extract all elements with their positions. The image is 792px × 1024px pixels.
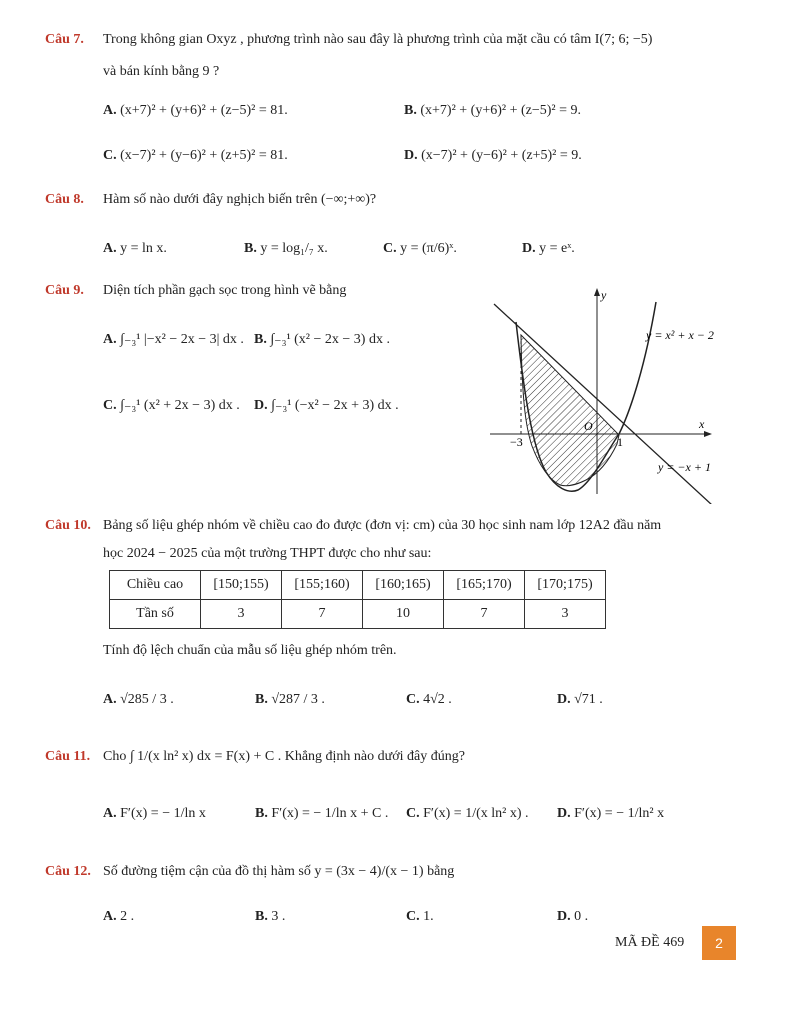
table-cell: [160;165)	[363, 571, 444, 600]
option-text: F′(x) = − 1/ln x + C .	[271, 806, 389, 821]
tick-minus3-label: −3	[510, 435, 523, 449]
option-text: (x−7)² + (y−6)² + (z+5)² = 81.	[120, 148, 288, 163]
option-label: D.	[557, 909, 571, 924]
table-cell: 7	[444, 600, 525, 629]
q10-text-line2: học 2024 − 2025 của một trường THPT được cho như sau:	[103, 546, 432, 561]
q7-text-line1: Trong không gian Oxyz , phương trình nào sau đây là phương trình của mặt cầu có tâm I(7; 6; −5)	[103, 32, 653, 47]
page-number: 2	[702, 926, 736, 960]
q9-option-c[interactable]	[103, 397, 240, 414]
option-label: C.	[406, 806, 420, 821]
option-text: ∫₋₃¹ (−x² − 2x + 3) dx .	[271, 398, 399, 413]
table-row	[110, 600, 606, 629]
option-text: 4√2 .	[423, 692, 452, 707]
option-text: F′(x) = − 1/ln x	[120, 806, 206, 821]
option-text: (x+7)² + (y+6)² + (z−5)² = 9.	[420, 103, 581, 118]
option-text: √285 / 3 .	[120, 692, 174, 707]
q10-text-line1: Bảng số liệu ghép nhóm về chiều cao đo được (đơn vị: cm) của 30 học sinh nam lớp 12A2 đầu năm	[103, 518, 662, 533]
option-text: ∫₋₃¹ |−x² − 2x − 3| dx .	[120, 332, 244, 347]
q11-option-a[interactable]	[103, 806, 206, 822]
tick-1-label: 1	[617, 435, 623, 449]
q11-option-d[interactable]	[557, 806, 664, 822]
q11-option-c[interactable]	[406, 806, 529, 822]
q9-label: Câu 9.	[45, 283, 84, 298]
option-label: A.	[103, 241, 117, 256]
option-label: B.	[244, 241, 257, 256]
q12-label: Câu 12.	[45, 864, 91, 879]
q10-question: Tính độ lệch chuẩn của mẫu số liệu ghép nhóm trên.	[103, 643, 397, 658]
option-label: D.	[522, 241, 536, 256]
option-label: B.	[255, 909, 268, 924]
q9-graph	[480, 282, 750, 504]
q11-option-b[interactable]	[255, 806, 388, 822]
table-cell: Tần số	[110, 600, 201, 629]
q8-option-c[interactable]	[383, 241, 457, 257]
option-label: D.	[404, 148, 418, 163]
q11-label: Câu 11.	[45, 749, 91, 764]
option-label: B.	[254, 332, 267, 347]
option-label: B.	[255, 806, 268, 821]
option-text: √71 .	[574, 692, 603, 707]
y-axis-arrow	[594, 288, 600, 296]
table-row	[110, 571, 606, 600]
table-cell: 3	[201, 600, 282, 629]
table-cell: 7	[282, 600, 363, 629]
q8-option-a[interactable]	[103, 241, 167, 257]
q9-option-d[interactable]	[254, 397, 399, 414]
option-label: B.	[404, 103, 417, 118]
q7-text-line2: và bán kính bằng 9 ?	[103, 64, 220, 79]
option-text: ∫₋₃¹ (x² + 2x − 3) dx .	[120, 398, 240, 413]
q7-option-c[interactable]	[103, 148, 288, 164]
q10-label: Câu 10.	[45, 518, 91, 533]
option-label: C.	[406, 909, 420, 924]
q8-text: Hàm số nào dưới đây nghịch biến trên (−∞;+∞)?	[103, 192, 377, 207]
option-text: (x−7)² + (y−6)² + (z+5)² = 9.	[421, 148, 582, 163]
option-text: 2 .	[120, 909, 135, 924]
x-axis-arrow	[704, 431, 712, 437]
table-cell: 10	[363, 600, 444, 629]
option-text: y = eˣ.	[539, 241, 575, 256]
option-label: A.	[103, 806, 117, 821]
option-label: C.	[103, 148, 117, 163]
origin-label: O	[584, 419, 593, 433]
q12-option-c[interactable]	[406, 909, 434, 925]
q8-option-d[interactable]	[522, 241, 575, 257]
q12-text: Số đường tiệm cận của đồ thị hàm số y = (3x − 4)/(x − 1) bằng	[103, 864, 455, 879]
q7-option-d[interactable]	[404, 148, 582, 164]
parabola-label: y = x² + x − 2	[646, 328, 714, 342]
q10-option-b[interactable]	[255, 692, 325, 708]
option-text: y = ln x.	[120, 241, 167, 256]
table-cell: [170;175)	[525, 571, 606, 600]
option-label: C.	[383, 241, 397, 256]
option-text: y = (π/6)ˣ.	[400, 241, 457, 256]
option-text: (x+7)² + (y+6)² + (z−5)² = 81.	[120, 103, 288, 118]
option-text: F′(x) = 1/(x ln² x) .	[423, 806, 529, 821]
option-text: √287 / 3 .	[271, 692, 325, 707]
q7-option-a[interactable]	[103, 103, 288, 119]
option-label: C.	[406, 692, 420, 707]
q11-text: Cho ∫ 1/(x ln² x) dx = F(x) + C . Khẳng định nào dưới đây đúng?	[103, 749, 465, 764]
y-axis-label: y	[601, 288, 607, 302]
q8-label: Câu 8.	[45, 192, 84, 207]
q10-option-a[interactable]	[103, 692, 174, 708]
option-label: B.	[255, 692, 268, 707]
option-text: 3 .	[271, 909, 286, 924]
q9-option-a[interactable]	[103, 331, 244, 348]
option-text: 1.	[423, 909, 434, 924]
option-label: D.	[557, 692, 571, 707]
line-label: y = −x + 1	[658, 460, 711, 474]
option-label: A.	[103, 103, 117, 118]
q7-label: Câu 7.	[45, 32, 84, 47]
q10-option-d[interactable]	[557, 692, 603, 708]
option-text: F′(x) = − 1/ln² x	[574, 806, 665, 821]
exam-code: MÃ ĐỀ 469	[615, 935, 685, 950]
option-label: A.	[103, 909, 117, 924]
q8-option-b[interactable]	[244, 241, 328, 257]
table-cell: [165;170)	[444, 571, 525, 600]
option-label: A.	[103, 692, 117, 707]
table-cell: 3	[525, 600, 606, 629]
frequency-table	[109, 570, 606, 629]
option-label: C.	[103, 398, 117, 413]
x-axis-label: x	[699, 417, 705, 431]
option-label: D.	[254, 398, 268, 413]
option-label: A.	[103, 332, 117, 347]
q12-option-d[interactable]	[557, 909, 588, 925]
option-text: 0 .	[574, 909, 589, 924]
q12-option-b[interactable]	[255, 909, 285, 925]
hatched-region	[521, 335, 619, 486]
option-label: D.	[557, 806, 571, 821]
table-cell: Chiều cao	[110, 571, 201, 600]
option-text: ∫₋₃¹ (x² − 2x − 3) dx .	[270, 332, 390, 347]
q9-option-b[interactable]	[254, 331, 390, 348]
option-text: y = log₁/₇ x.	[260, 241, 328, 256]
q10-option-c[interactable]	[406, 692, 452, 708]
q12-option-a[interactable]	[103, 909, 134, 925]
q9-text: Diện tích phần gạch sọc trong hình vẽ bằng	[103, 283, 347, 298]
table-cell: [155;160)	[282, 571, 363, 600]
q7-option-b[interactable]	[404, 103, 581, 119]
table-cell: [150;155)	[201, 571, 282, 600]
